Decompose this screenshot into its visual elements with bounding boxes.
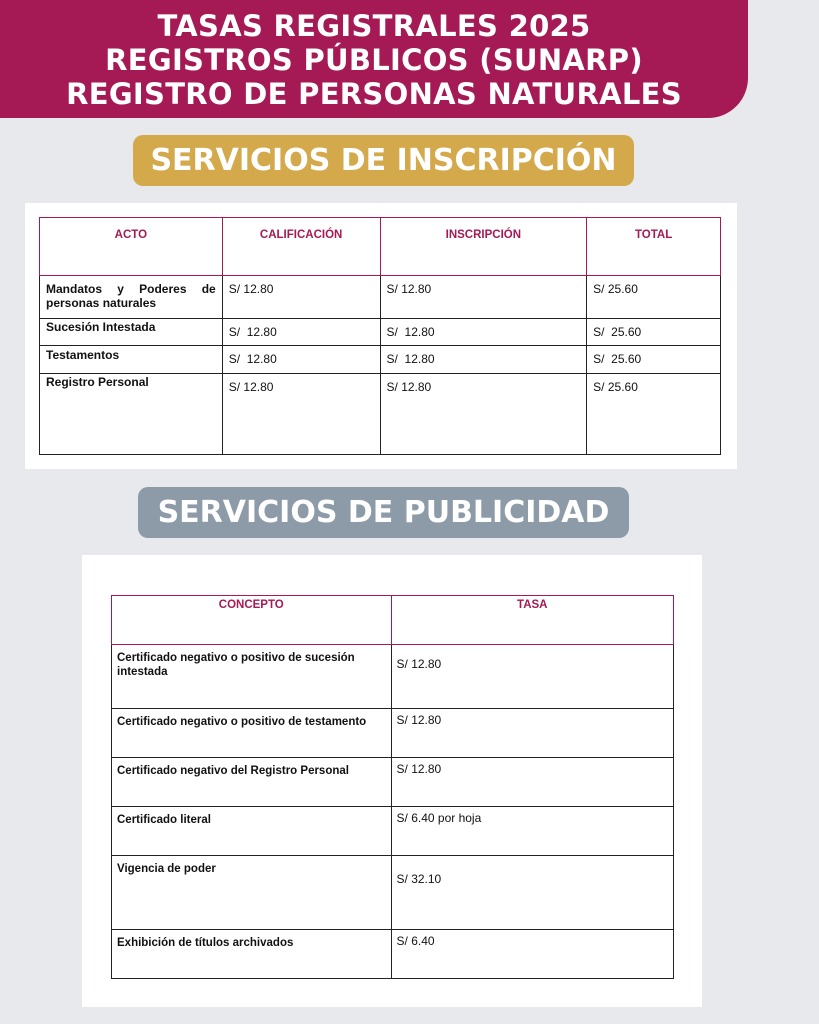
table-row (112, 709, 674, 758)
concepto-cell: Vigencia de poder (112, 856, 392, 930)
inscripcion-cell: S/ 12.80 (380, 346, 587, 374)
tasa-cell: S/ 12.80 (391, 709, 673, 758)
calificacion-cell: S/ 12.80 (222, 346, 380, 374)
table-header-row (112, 596, 674, 645)
table-row (112, 930, 674, 979)
tasa-cell: S/ 12.80 (391, 758, 673, 807)
col-header-calificacion: CALIFICACIÓN (222, 218, 380, 276)
tasa-cell: S/ 32.10 (391, 856, 673, 930)
acto-cell: Registro Personal (40, 374, 223, 455)
table-row (112, 758, 674, 807)
concepto-cell: Certificado negativo o positivo de sucesión intestada (112, 645, 392, 709)
concepto-cell: Certificado literal (112, 807, 392, 856)
total-cell: S/ 25.60 (587, 374, 721, 455)
col-header-concepto: CONCEPTO (112, 596, 392, 645)
calificacion-cell: S/ 12.80 (222, 374, 380, 455)
table-row (112, 856, 674, 930)
publicidad-table (111, 595, 674, 979)
table-row (40, 374, 721, 455)
acto-cell: Sucesión Intestada (40, 319, 223, 346)
header-line-1: TASAS REGISTRALES 2025 (157, 9, 591, 43)
tasa-cell: S/ 12.80 (391, 645, 673, 709)
acto-cell: Testamentos (40, 346, 223, 374)
table-row (112, 645, 674, 709)
col-header-inscripcion: INSCRIPCIÓN (380, 218, 587, 276)
publicidad-panel (82, 555, 702, 1007)
header-line-2: REGISTROS PÚBLICOS (SUNARP) (105, 43, 643, 77)
table-header-row (40, 218, 721, 276)
total-cell: S/ 25.60 (587, 346, 721, 374)
header-line-3: REGISTRO DE PERSONAS NATURALES (66, 77, 682, 111)
table-row (40, 319, 721, 346)
inscripcion-panel (25, 203, 737, 469)
table-row (40, 346, 721, 374)
calificacion-cell: S/ 12.80 (222, 319, 380, 346)
acto-cell: Mandatos y Poderes de personas naturales (40, 276, 223, 319)
inscripcion-section-title: SERVICIOS DE INSCRIPCIÓN (133, 135, 634, 186)
table-row (112, 807, 674, 856)
inscripcion-table (39, 217, 721, 455)
inscripcion-cell: S/ 12.80 (380, 374, 587, 455)
total-cell: S/ 25.60 (587, 319, 721, 346)
publicidad-section-title: SERVICIOS DE PUBLICIDAD (138, 487, 629, 538)
inscripcion-cell: S/ 12.80 (380, 319, 587, 346)
total-cell: S/ 25.60 (587, 276, 721, 319)
calificacion-cell: S/ 12.80 (222, 276, 380, 319)
inscripcion-cell: S/ 12.80 (380, 276, 587, 319)
concepto-cell: Exhibición de títulos archivados (112, 930, 392, 979)
col-header-acto: ACTO (40, 218, 223, 276)
col-header-tasa: TASA (391, 596, 673, 645)
concepto-cell: Certificado negativo o positivo de testamento (112, 709, 392, 758)
concepto-cell: Certificado negativo del Registro Personal (112, 758, 392, 807)
header-banner (0, 0, 748, 118)
table-row (40, 276, 721, 319)
col-header-total: TOTAL (587, 218, 721, 276)
tasa-cell: S/ 6.40 (391, 930, 673, 979)
tasa-cell: S/ 6.40 por hoja (391, 807, 673, 856)
